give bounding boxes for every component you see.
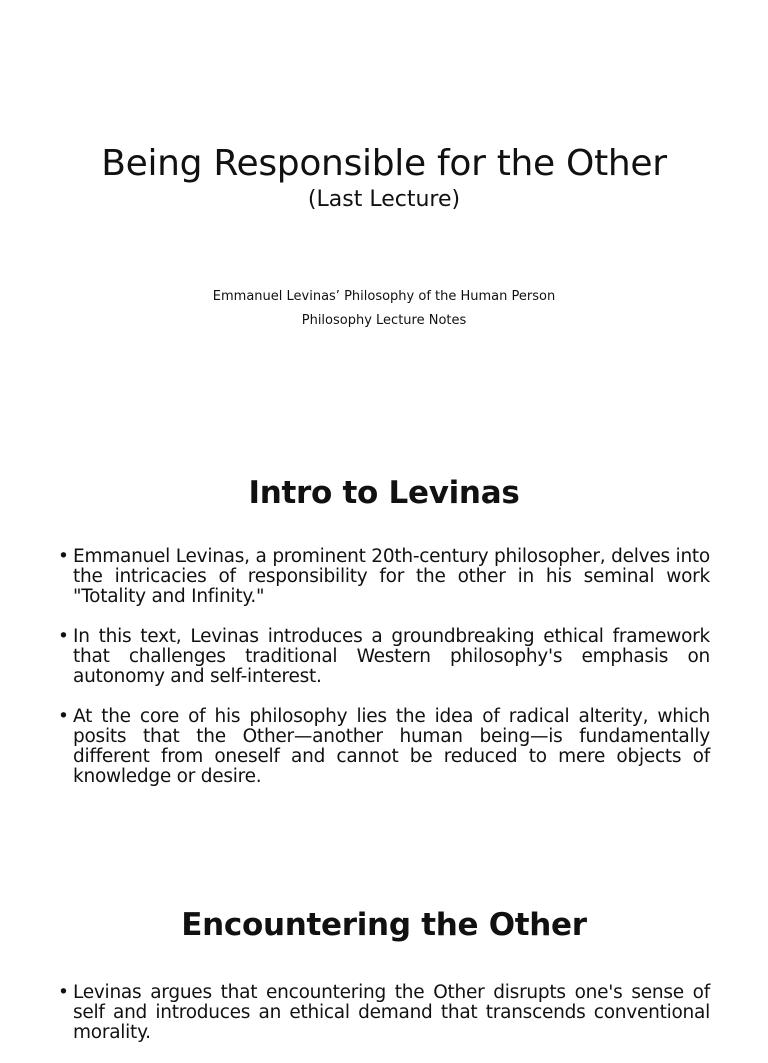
bullet-item bbox=[58, 627, 710, 687]
bullet-item bbox=[58, 547, 710, 607]
course-title: Emmanuel Levinas’ Philosophy of the Human Person bbox=[212, 289, 556, 304]
bullet-list-encountering bbox=[58, 983, 710, 1063]
bullet-icon: • bbox=[58, 706, 69, 727]
bullet-text: At the core of his philosophy lies the idea of radical alterity, which posits that the Other—another human being—is fundamentally different from oneself and cannot be reduced to mere objects of knowledge or desire. bbox=[73, 706, 710, 787]
bullet-icon: • bbox=[58, 626, 69, 647]
bullet-item bbox=[58, 707, 710, 787]
document-type: Philosophy Lecture Notes bbox=[301, 313, 467, 328]
section-heading-encountering: Encountering the Other bbox=[181, 907, 587, 943]
bullet-text: Emmanuel Levinas, a prominent 20th-century philosopher, delves into the intricacies of responsibility for the other in his seminal work "Totality and Infinity." bbox=[73, 546, 710, 607]
bullet-list-intro bbox=[58, 547, 710, 807]
document-title: Being Responsible for the Other bbox=[101, 143, 667, 184]
section-heading-intro: Intro to Levinas bbox=[248, 475, 520, 511]
document-subtitle: (Last Lecture) bbox=[307, 187, 461, 212]
bullet-text: Levinas argues that encountering the Other disrupts one's sense of self and introduces an ethical demand that transcends conventional morality. bbox=[73, 982, 710, 1043]
bullet-icon: • bbox=[58, 982, 69, 1003]
bullet-icon: • bbox=[58, 546, 69, 567]
bullet-item bbox=[58, 983, 710, 1043]
bullet-text: In this text, Levinas introduces a groundbreaking ethical framework that challenges traditional Western philosophy's emphasis on autonomy and self-interest. bbox=[73, 626, 710, 687]
